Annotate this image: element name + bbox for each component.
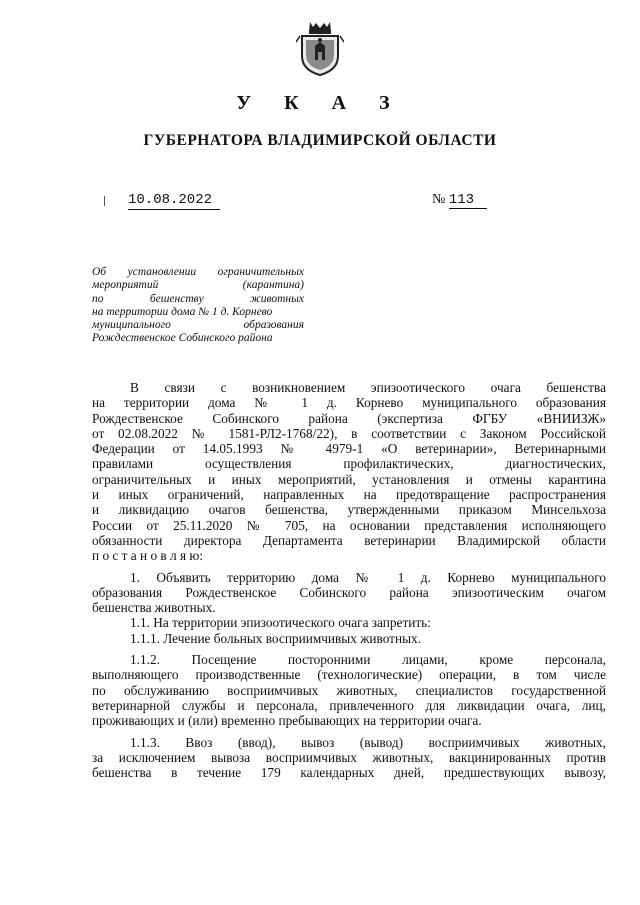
body-line: п о с т а н о в л я ю: bbox=[92, 548, 204, 564]
subject-line: по бешенству животных bbox=[92, 292, 304, 305]
decree-body bbox=[92, 380, 606, 780]
body-line: образования Рождественское Собинского района эпизоотическим очагом bbox=[92, 584, 606, 600]
body-line: и ликвидацию очагов бешенства, утвержденными приказом Минсельхоза bbox=[92, 502, 606, 518]
body-line: по обслуживанию восприимчивых животных, специалистов государственной bbox=[92, 682, 606, 698]
body-line: на территории дома № 1 д. Корнево муниципального образования bbox=[92, 395, 606, 411]
body-line: бешенства в течение 179 календарных дней, предшествующих вывозу, bbox=[92, 765, 606, 781]
body-line: Рождественское Собинского района (экспертиза ФГБУ «ВНИИЗЖ» bbox=[92, 410, 606, 426]
body-line: Федерации от 14.05.1993 № 4979-1 «О ветеринарии», Ветеринарными bbox=[92, 441, 606, 457]
body-line: 1.1.1. Лечение больных восприимчивых животных. bbox=[130, 630, 422, 646]
decree-number bbox=[432, 192, 487, 209]
number-value: 113 bbox=[449, 192, 487, 209]
body-line: ограничительных и иных мероприятий, установления и отмены карантина bbox=[92, 471, 606, 487]
decree-title: У К А З bbox=[236, 92, 404, 114]
coat-of-arms-icon bbox=[296, 18, 344, 76]
decree-issuer: ГУБЕРНАТОРА ВЛАДИМИРСКОЙ ОБЛАСТИ bbox=[143, 132, 497, 149]
margin-mark bbox=[104, 196, 105, 206]
body-line: проживающих и (или) временно пребывающих на территории очага. bbox=[92, 713, 482, 729]
number-label: № bbox=[432, 192, 446, 207]
body-line: бешенства животных. bbox=[92, 600, 216, 616]
body-line: 1.1. На территории эпизоотического очага запретить: bbox=[130, 615, 431, 631]
body-line: ветеринарной службы и персонала, привлеченного для ликвидации очага, лиц, bbox=[92, 697, 606, 713]
body-line: за исключением вывоза восприимчивых животных, вакцинированных против bbox=[92, 749, 606, 765]
body-line: 1. Объявить территорию дома № 1 д. Корнево муниципального bbox=[130, 569, 606, 585]
subject-line: на территории дома № 1 д. Корнево bbox=[92, 305, 273, 318]
body-line: выполняющего производственные (технологические) операции, в том числе bbox=[92, 667, 606, 683]
body-line: обязанности директора Департамента ветеринарии Владимирской области bbox=[92, 532, 606, 548]
body-line: России от 25.11.2020 № 705, на основании представления исполняющего bbox=[92, 517, 606, 533]
subject-line: муниципального образования bbox=[92, 319, 304, 332]
subject-line: Об установлении ограничительных bbox=[92, 266, 304, 278]
body-line: правилами осуществления профилактических, диагностических, bbox=[92, 456, 606, 472]
body-line: от 02.08.2022 № 1581-РЛ2-1768/22), в соответствии с Законом Российской bbox=[92, 425, 606, 441]
decree-date: 10.08.2022 bbox=[128, 192, 220, 210]
body-line: и иных ограничений, направленных на предотвращение распространения bbox=[92, 487, 606, 503]
body-line: 1.1.2. Посещение посторонними лицами, кроме персонала, bbox=[130, 652, 606, 668]
body-line: В связи с возникновением эпизоотического очага бешенства bbox=[130, 380, 606, 395]
subject-line: Рождественское Собинского района bbox=[92, 332, 273, 345]
body-line: 1.1.3. Ввоз (ввод), вывоз (вывод) восприимчивых животных, bbox=[130, 734, 606, 750]
subject-line: мероприятий (карантина) bbox=[92, 279, 304, 292]
decree-subject bbox=[92, 266, 304, 346]
